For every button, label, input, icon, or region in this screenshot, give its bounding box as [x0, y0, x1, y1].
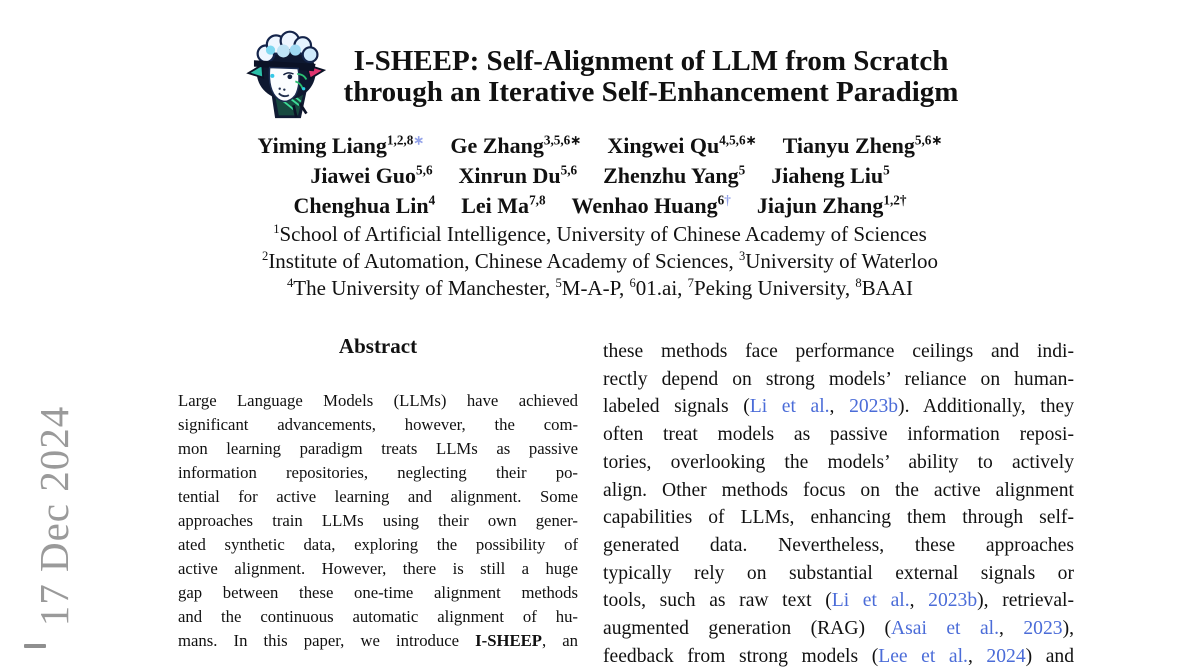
author [294, 193, 436, 218]
text-segment: , [909, 590, 929, 612]
text-segment: information repositories, neglecting their po- [178, 463, 578, 482]
abstract-line [178, 629, 578, 653]
text-segment: labeled signals ( [603, 396, 750, 418]
paper-header [0, 28, 1200, 125]
author [771, 163, 889, 188]
text-segment: augmented generation (RAG) ( [603, 618, 891, 640]
citation-link[interactable]: 2023b [928, 590, 978, 612]
abstract-line [178, 485, 578, 509]
footnote-marker: ∗ [570, 132, 582, 148]
author-affil-sup: 4 [428, 192, 436, 208]
abstract-line [178, 557, 578, 581]
author-name: Tianyu Zheng [782, 133, 915, 158]
citation-link[interactable]: Lee et al. [878, 645, 968, 667]
affiliation-sup: 4 [287, 276, 294, 290]
affiliation-sup: 7 [687, 276, 694, 290]
abstract-heading: Abstract [338, 334, 418, 358]
abstract-line [178, 461, 578, 485]
footnote-marker-link[interactable]: † [724, 192, 731, 208]
text-segment: typically rely on substantial external signals or [603, 562, 1074, 584]
affiliation-name: BAAI [861, 276, 913, 300]
author [459, 163, 578, 188]
text-segment: and the continuous automatic alignment of hu- [178, 607, 578, 626]
author [757, 193, 907, 218]
text-segment: ), retrieval- [977, 590, 1074, 612]
body-text-line [603, 393, 1074, 421]
author-affil-sup: 3,5,6∗ [543, 132, 582, 148]
paper-title-line2: through an Iterative Self-Enhancement Paradigm [343, 75, 959, 108]
author [572, 193, 731, 218]
text-segment: gap between these one-time alignment methods [178, 583, 578, 602]
affiliation-sup: 8 [855, 276, 862, 290]
abstract-body [178, 389, 578, 653]
author-name: Jiajun Zhang [756, 193, 884, 218]
footnote-marker: ∗ [931, 132, 943, 148]
affiliation-name: Institute of Automation, Chinese Academy of Sciences, [268, 249, 739, 273]
citation-link[interactable]: 2023 [1023, 618, 1063, 640]
paper-title-line1: I-SHEEP: Self-Alignment of LLM from Scratch [353, 44, 949, 77]
text-segment: ). Additionally, they [898, 396, 1075, 418]
citation-link[interactable]: Li et al. [831, 590, 910, 612]
affiliation-name: The University of Manchester, [293, 276, 556, 300]
author-affil-sup: 5 [883, 162, 890, 178]
author [258, 133, 425, 158]
text-segment: generated data. Nevertheless, these approaches [603, 534, 1074, 556]
author [450, 133, 581, 158]
text-segment: significant advancements, however, the com- [178, 415, 578, 434]
text-segment: often treat models as passive information reposi- [603, 424, 1074, 446]
author-affil-sup: 7,8 [529, 192, 546, 208]
abstract-line [178, 581, 578, 605]
text-segment: feedback from strong models ( [603, 645, 879, 667]
affiliation-sup: 3 [738, 249, 746, 263]
citation-link[interactable]: Li et al. [749, 396, 830, 418]
text-segment: mon learning paradigm treats LLMs as passive [178, 439, 578, 458]
citation-link[interactable]: 2023b [849, 396, 899, 418]
author [783, 133, 943, 158]
author-affil-sup: 1,2,8∗ [386, 132, 425, 148]
text-segment: mans. In this paper, we introduce [178, 631, 476, 650]
text-segment: tential for active learning and alignment. Some [178, 487, 578, 506]
abstract-line [178, 509, 578, 533]
text-segment: ) and [1025, 645, 1075, 667]
text-segment: tories, overlooking the models’ ability to actively [603, 451, 1074, 473]
author-name: Xinrun Du [458, 163, 561, 188]
text-segment: rectly depend on strong models’ reliance on human- [603, 368, 1074, 390]
author-row [0, 131, 1200, 161]
affiliation-name: 01.ai, [635, 276, 688, 300]
bold-term: I-SHEEP [475, 631, 542, 650]
body-text-line [603, 449, 1074, 477]
author-name: Lei Ma [461, 193, 530, 218]
author [607, 133, 756, 158]
affiliation-name: M-A-P, [561, 276, 630, 300]
body-text-line [603, 421, 1074, 449]
citation-link[interactable]: 2024 [986, 645, 1026, 667]
body-text-line [603, 366, 1074, 394]
text-segment: , [829, 396, 850, 418]
author-name: Jiaheng Liu [771, 163, 884, 188]
body-text-line [603, 560, 1074, 588]
author-name: Chenghua Lin [293, 193, 429, 218]
affiliation-sup: 2 [262, 249, 269, 263]
arxiv-date-watermark: 17 Dec 2024 [31, 405, 77, 627]
abstract-line [178, 605, 578, 629]
text-segment: , [967, 645, 987, 667]
affiliation-sup: 1 [273, 222, 280, 236]
affiliation-name: School of Artificial Intelligence, University of Chinese Academy of Sciences [279, 222, 927, 246]
author-name: Wenhao Huang [571, 193, 718, 218]
text-segment: Large Language Models (LLMs) have achieved [178, 391, 578, 410]
body-text-line [603, 338, 1074, 366]
abstract-line [178, 413, 578, 437]
author [461, 193, 545, 218]
text-segment: , an [541, 631, 578, 650]
affiliation-block [0, 221, 1200, 302]
affiliation-name: University of Waterloo [745, 249, 938, 273]
sheep-logo-graphic [242, 28, 334, 120]
affiliation-sup: 5 [555, 276, 562, 290]
author-name: Zhenzhu Yang [603, 163, 739, 188]
affiliation-line [0, 275, 1200, 302]
abstract-line [178, 389, 578, 413]
abstract-line [178, 533, 578, 557]
paper-title [344, 46, 959, 108]
body-text-line [603, 587, 1074, 615]
body-text-line [603, 643, 1074, 670]
text-segment: these methods face performance ceilings and indi- [603, 341, 1074, 362]
footnote-marker: † [899, 192, 907, 208]
author-affil-sup: 5,6∗ [914, 132, 943, 148]
author-block [0, 131, 1200, 221]
author-row [0, 191, 1200, 221]
citation-link[interactable]: Asai et al. [890, 618, 1000, 640]
author-row [0, 161, 1200, 191]
affiliation-line [0, 248, 1200, 275]
author-affil-sup: 5 [738, 162, 746, 178]
text-segment: tools, such as raw text ( [603, 590, 832, 612]
author-affil-sup: 4,5,6∗ [719, 132, 757, 148]
arxiv-watermark-cutoff [24, 644, 46, 648]
author-name: Xingwei Qu [607, 133, 720, 158]
text-segment: align. Other methods focus on the active alignment [603, 479, 1074, 501]
text-segment: ), [1062, 618, 1074, 640]
sheep-logo [242, 28, 334, 125]
author-name: Ge Zhang [450, 133, 544, 158]
author-name: Yiming Liang [257, 133, 387, 158]
author-affil-sup: 1,2† [883, 192, 907, 208]
footnote-marker-link[interactable]: ∗ [413, 132, 425, 148]
body-text-line [603, 532, 1074, 560]
author [603, 163, 745, 188]
affiliation-name: Peking University, [693, 276, 856, 300]
introduction-column [603, 338, 1074, 670]
text-segment: , [999, 618, 1024, 640]
footnote-marker: ∗ [745, 132, 757, 148]
text-segment: approaches train LLMs using their own gener- [178, 511, 578, 530]
body-text-line [603, 615, 1074, 643]
body-text-line [603, 504, 1074, 532]
author-affil-sup: 6† [717, 192, 731, 208]
text-segment: ated synthetic data, exploring the possibility of [178, 535, 578, 554]
author-affil-sup: 5,6 [560, 162, 578, 178]
author [310, 163, 432, 188]
affiliation-sup: 6 [629, 276, 636, 290]
author-name: Jiawei Guo [310, 163, 417, 188]
text-segment: capabilities of LLMs, enhancing them through self- [603, 507, 1074, 529]
text-segment: active alignment. However, there is still a huge [178, 559, 578, 578]
body-text-line [603, 477, 1074, 505]
abstract-line [178, 437, 578, 461]
author-affil-sup: 5,6 [416, 162, 433, 178]
affiliation-line [0, 221, 1200, 248]
